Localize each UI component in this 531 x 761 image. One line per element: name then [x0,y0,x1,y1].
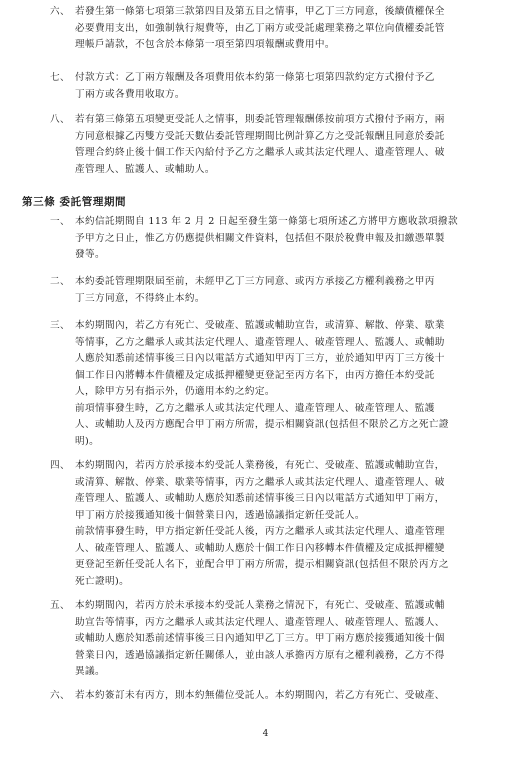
clause-2-7 [50,70,480,103]
clause-body [75,4,480,54]
clause-body [75,214,480,264]
clause-line: 甲丁兩方於接獲通知後十個營業日內，透過協議指定新任受託人。 [75,509,365,521]
clause-3-1 [50,214,480,264]
clause-number: 八、 [50,114,70,125]
clause-3-3 [50,318,480,450]
clause-number: 三、 [50,320,70,331]
clause-3-2 [50,274,480,307]
clause-line: 若本約簽訂未有丙方，則本約無備位受託人。本約期間內，若乙方有死亡、受破產、 [75,690,445,701]
clause-line: 異議。 [75,666,105,677]
clause-number: 六、 [50,690,70,701]
clause-line: 本約信託期間自 113 年 2 月 2 日起至發生第一條第七項所述乙方將甲方應收款項撥款 [75,216,459,227]
clause-3-4 [50,458,480,590]
clause-line: 本約期間內，若乙方有死亡、受破產、監護或輔助宣告，或清算、解散、停業、歇業 [75,320,445,331]
clause-number: 七、 [50,72,70,83]
clause-line: 或輔助人應於知悉前述情事後三日內通知甲乙丁三方。甲丁兩方應於接獲通知後十個 [75,633,445,644]
clause-2-8 [50,112,480,178]
clause-body [75,598,480,681]
clause-line: 或清算、解散、停業、歇業等情事，丙方之繼承人或其法定代理人、遺產管理人、破 [75,476,445,488]
clause-line: 明)。 [75,435,100,447]
clause-number: 四、 [50,460,70,471]
clause-line: 若發生第一條第七項第三款第四目及第五目之情事，甲乙丁三方同意，後續債權保全 [75,6,445,17]
clause-3-6 [50,688,480,705]
clause-line: 人、破產管理人、監護人、或輔助人應於十個工作日內移轉本件債權及定成抵押權變 [75,542,445,554]
clause-line: 管理合約終止後十個工作天內給付予乙方之繼承人或其法定代理人、遺產管理人、破 [75,147,445,158]
clause-number: 二、 [50,276,70,287]
clause-line: 人，除甲方另有指示外，仍適用本約之約定。 [75,386,275,397]
clause-line: 更登記至新任受託人名下，並配合甲丁兩方所需，提示相關資訊(包括但不限於丙方之 [75,559,449,570]
clause-line: 死亡證明)。 [75,575,130,587]
clause-line: 產管理人、監護人、或輔助人應於知悉前述情事後三日內以電話方式通知甲丁兩方， [75,493,445,504]
clause-line: 助宣告等情事，丙方之繼承人或其法定代理人、遺產管理人、破產管理人、監護人、 [75,616,445,628]
clause-number: 五、 [50,600,70,611]
clause-line: 等情事，乙方之繼承人或其法定代理人、遺產管理人、破產管理人、監護人、或輔助 [75,336,445,348]
clause-line: 予甲方之日止，惟乙方仍應提供相關文件資料，包括但不限於稅費申報及扣繳憑單製 [75,232,445,244]
page-number: 4 [262,729,269,739]
clause-body [75,70,480,103]
clause-line: 發等。 [75,249,105,260]
clause-body [75,112,480,178]
clause-line: 本約期間內，若丙方於未承接本約受託人業務之情況下，有死亡、受破產、監護或輔 [75,600,445,611]
clause-line: 個工作日內將轉本件債權及定成抵押權變更登記至丙方名下，由丙方擔任本約受託 [75,369,435,381]
clause-line: 理帳戶請款，不包含於本條第一項至第四項報酬或費用中。 [75,39,335,50]
clause-2-6 [50,4,480,54]
clause-line: 方同意根據乙丙雙方受託天數佔委託管理期間比例計算乙方之受託報酬且同意於委託 [75,130,445,142]
clause-line: 前款情事發生時，甲方指定新任受託人後，丙方之繼承人或其法定代理人、遺產管理 [75,526,445,537]
clause-line: 丁三方同意，不得終止本約。 [75,292,205,304]
clause-body [75,688,480,705]
clause-line: 本約期間內，若丙方於承接本約受託人業務後，有死亡、受破產、監護或輔助宣告， [75,460,445,471]
clause-number: 一、 [50,216,70,227]
clause-line: 營業日內，透過協議指定新任關係人，並由該人承擔丙方原有之權利義務，乙方不得 [75,649,445,661]
clause-body [75,458,480,590]
clause-line: 產管理人、監護人、或輔助人。 [75,163,215,175]
clause-line: 前項情事發生時，乙方之繼承人或其法定代理人、遺產管理人、破產管理人、監護 [75,402,435,414]
clause-line: 人、或輔助人及丙方應配合甲丁兩方所需，提示相關資訊(包括但不限於乙方之死亡證 [75,419,449,430]
clause-body [75,318,480,450]
clause-line: 人應於知悉前述情事後三日內以電話方式通知甲丙丁三方，並於通知甲丙丁三方後十 [75,353,445,364]
clause-line: 本約委託管理期限屆至前，未經甲乙丁三方同意、或丙方承接乙方權利義務之甲丙 [75,276,435,287]
clause-body [75,274,480,307]
clause-line: 必要費用支出，如強制執行規費等，由乙丁兩方或受託處理業務之單位向債權委託管 [75,22,445,34]
clause-number: 六、 [50,6,70,17]
clause-line: 丁兩方或各費用收取方。 [75,88,185,100]
section-title: 第三條 委託管理期間 [22,196,127,208]
clause-line: 若有第三條第五項變更受託人之情事，則委託管理報酬係按前項方式撥付予兩方，兩 [75,114,445,125]
clause-line: 付款方式：乙丁兩方報酬及各項費用依本約第一條第七項第四款約定方式撥付予乙 [75,72,435,83]
clause-3-5 [50,598,480,681]
